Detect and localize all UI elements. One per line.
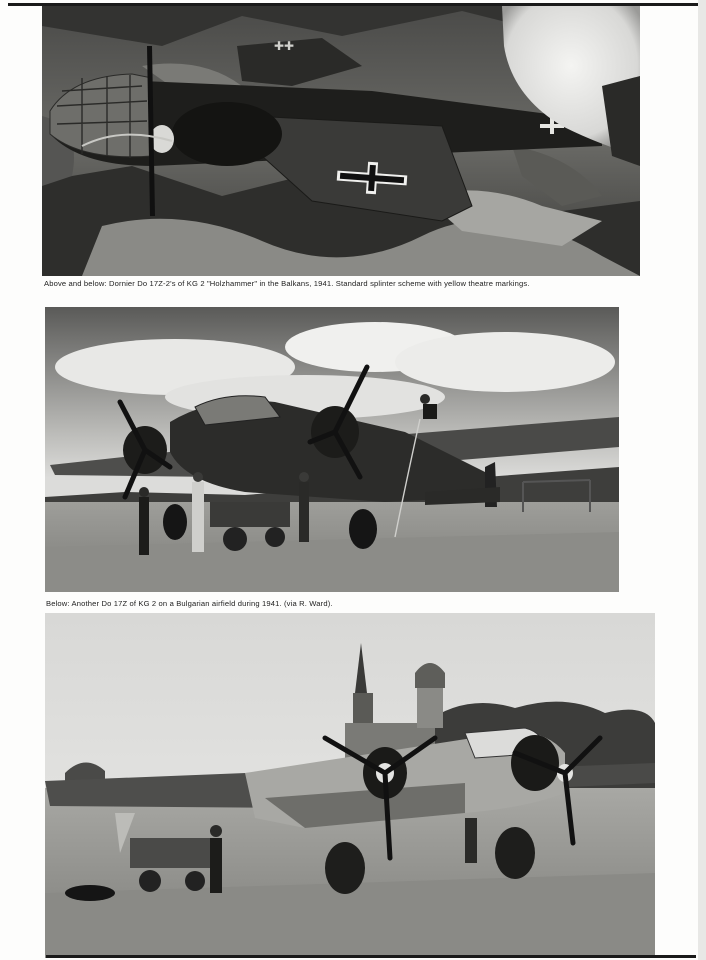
photo-aircraft-on-airfield	[45, 613, 655, 958]
caption-middle: Below: Another Do 17Z of KG 2 on a Bulgarian airfield during 1941. (via R. Ward).	[46, 599, 333, 608]
aircraft-in-flight-image	[42, 6, 640, 276]
photo-aircraft-refuelling	[45, 307, 619, 592]
aircraft-refuelling-image	[45, 307, 619, 592]
bottom-rule	[46, 955, 696, 958]
page-edge	[698, 0, 706, 960]
photo-aircraft-in-flight	[42, 6, 640, 276]
aircraft-on-airfield-image	[45, 613, 655, 958]
caption-top: Above and below: Dornier Do 17Z-2's of KG 2 "Holzhammer" in the Balkans, 1941. Standard splinter scheme with yellow theatre markings.	[44, 279, 530, 288]
svg-text:✚✚: ✚✚	[274, 39, 295, 53]
